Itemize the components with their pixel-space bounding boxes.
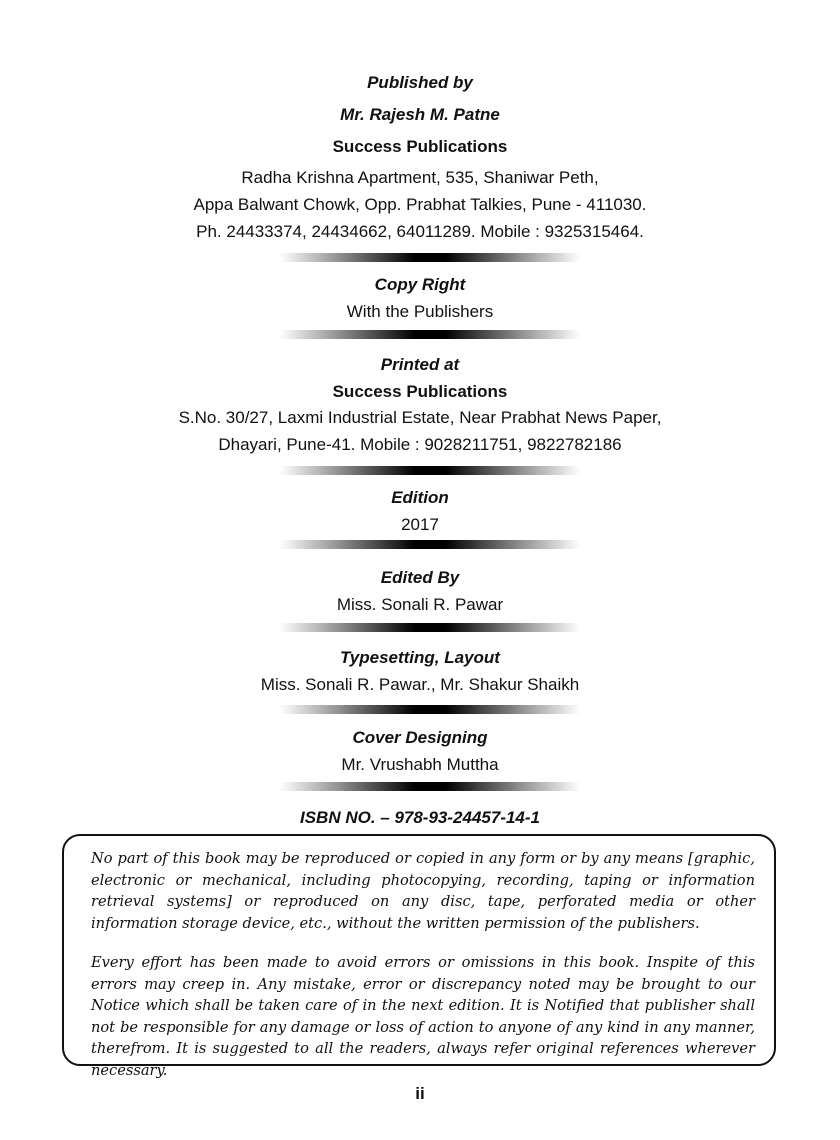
edition-heading: Edition [391,488,449,507]
printer-company: Success Publications [332,382,508,401]
divider-rule [280,253,580,262]
publisher-name: Mr. Rajesh M. Patne [340,105,500,124]
notice-paragraph-2: Every effort has been made to avoid errors or omissions in this book. Inspite of this errors may creep in. Any mistake, error or discrepancy noted may be brought to our Notice which shall be taken care of in the next edition. It is Notified that publisher shall not be responsible for any damage or loss of action to anyone of any kind in any manner, therefrom. It is suggested to all the readers, always refer original references wherever necessary. [91,954,755,1079]
printer-address-line2: Dhayari, Pune-41. Mobile : 9028211751, 9822782186 [218,435,622,454]
divider-rule [280,705,580,714]
copyright-heading: Copy Right [374,275,466,294]
edited-by-heading: Edited By [380,568,460,587]
divider-rule [280,540,580,549]
page-number: ii [415,1084,425,1103]
cover-designing-heading: Cover Designing [352,728,488,747]
publisher-address-line1: Radha Krishna Apartment, 535, Shaniwar Peth, [241,168,599,187]
divider-rule [280,330,580,339]
notice-paragraph-1: No part of this book may be reproduced or copied in any form or by any means [graphic, electronic or mechanical, including photocopying, recording, taping or information retrieval systems] or reproduced on any disc, tape, perforated media or other information storage device, etc., without the written permission of the publishers. [91,850,755,932]
typesetting-heading: Typesetting, Layout [340,648,500,667]
edited-by-value: Miss. Sonali R. Pawar [336,595,504,614]
publisher-address-line2: Appa Balwant Chowk, Opp. Prabhat Talkies, Pune - 411030. [193,195,647,214]
divider-rule [280,623,580,632]
isbn-number: ISBN NO. – 978-93-24457-14-1 [299,808,541,827]
copyright-notice-box [62,834,776,1079]
printed-at-heading: Printed at [380,355,460,374]
copyright-value: With the Publishers [346,302,494,321]
publisher-phone-line: Ph. 24433374, 24434662, 64011289. Mobile : 9325315464. [196,222,644,241]
cover-designing-value: Mr. Vrushabh Muttha [341,755,499,774]
edition-value: 2017 [401,515,439,534]
divider-rule [280,782,580,791]
typesetting-value: Miss. Sonali R. Pawar., Mr. Shakur Shaikh [260,675,580,694]
printer-address-line1: S.No. 30/27, Laxmi Industrial Estate, Near Prabhat News Paper, [178,408,662,427]
publisher-company: Success Publications [332,137,508,156]
published-by-heading: Published by [367,73,473,92]
divider-rule [280,466,580,475]
